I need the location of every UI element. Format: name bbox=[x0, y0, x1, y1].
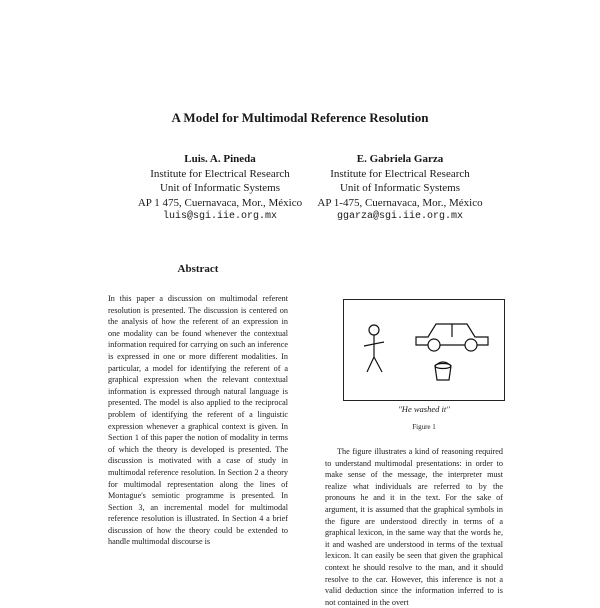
abstract-text: In this paper a discussion on multimodal referent resolution is presented. The discussion is centered on the analysis of how the referent of an expression in one modality can be found whenever the contextual information required for carrying on such an inference is expressed in one or more different modalities. In particular, a model for identifying the referent of a graphical expression when the relevant contextual information is expressed through natural language is presented. The model is also applied to the reciprocal problem of identifying the referent of a linguistic expression whenever a graphical context is given. In Section 1 of this paper the notion of modality in terms of which the theory is developed is presented. The discussion is motivated with a case of study in multimodal reference resolution. In Section 2 a theory for multimodal representation along the lines of Montague's semiotic programme is presented. In Section 3, an incremental model for multimodal reference resolution is illustrated. In Section 4 a brief discussion of how the theory could be extended to handle multimodal discourse is bbox=[108, 294, 288, 547]
bucket-drawing bbox=[435, 362, 451, 380]
body-paragraph: The figure illustrates a kind of reasoning required to understand multimodal presentations: in order to make sense of the message, the interpreter must realize what individuals are referred to by the pronouns he and it in the text. For the sake of argument, it is assumed that the graphical symbols in the figure are understood directly in terms of a graphical lexicon, in the same way that the words he, it and washed are understood in terms of the textual lexicon. It can easily be seen that given the graphical context he should resolve to the man, and it should resolve to the car. However, this inference is not a valid deduction since the information inferred to is not contained in the overt bbox=[325, 447, 503, 607]
figure-drawing bbox=[344, 300, 504, 400]
author-email: ggarza@sgi.iie.org.mx bbox=[336, 211, 464, 222]
author-block-1 bbox=[120, 152, 320, 225]
figure-caption: "He washed it" bbox=[398, 404, 450, 414]
author-institute: Institute for Electrical Research bbox=[330, 167, 470, 180]
car-drawing bbox=[416, 324, 488, 351]
right-column-text bbox=[325, 446, 503, 607]
author-address: AP 1 475, Cuernavaca, Mor., México bbox=[137, 196, 303, 209]
author-address: AP 1-475, Cuernavaca, Mor., México bbox=[317, 196, 483, 209]
author-unit: Unit of Informatic Systems bbox=[339, 182, 461, 194]
author-block-2 bbox=[300, 152, 500, 225]
author-unit: Unit of Informatic Systems bbox=[159, 182, 281, 194]
man-drawing bbox=[364, 325, 384, 372]
figure-label: Figure 1 bbox=[412, 423, 436, 431]
paper-title: A Model for Multimodal Reference Resolution bbox=[171, 110, 429, 125]
figure-illustration bbox=[343, 299, 505, 401]
author-name: E. Gabriela Garza bbox=[356, 153, 444, 165]
author-institute: Institute for Electrical Research bbox=[150, 167, 290, 180]
abstract-heading: Abstract bbox=[177, 263, 219, 275]
author-name: Luis. A. Pineda bbox=[184, 153, 256, 165]
author-email: luis@sgi.iie.org.mx bbox=[162, 211, 278, 222]
